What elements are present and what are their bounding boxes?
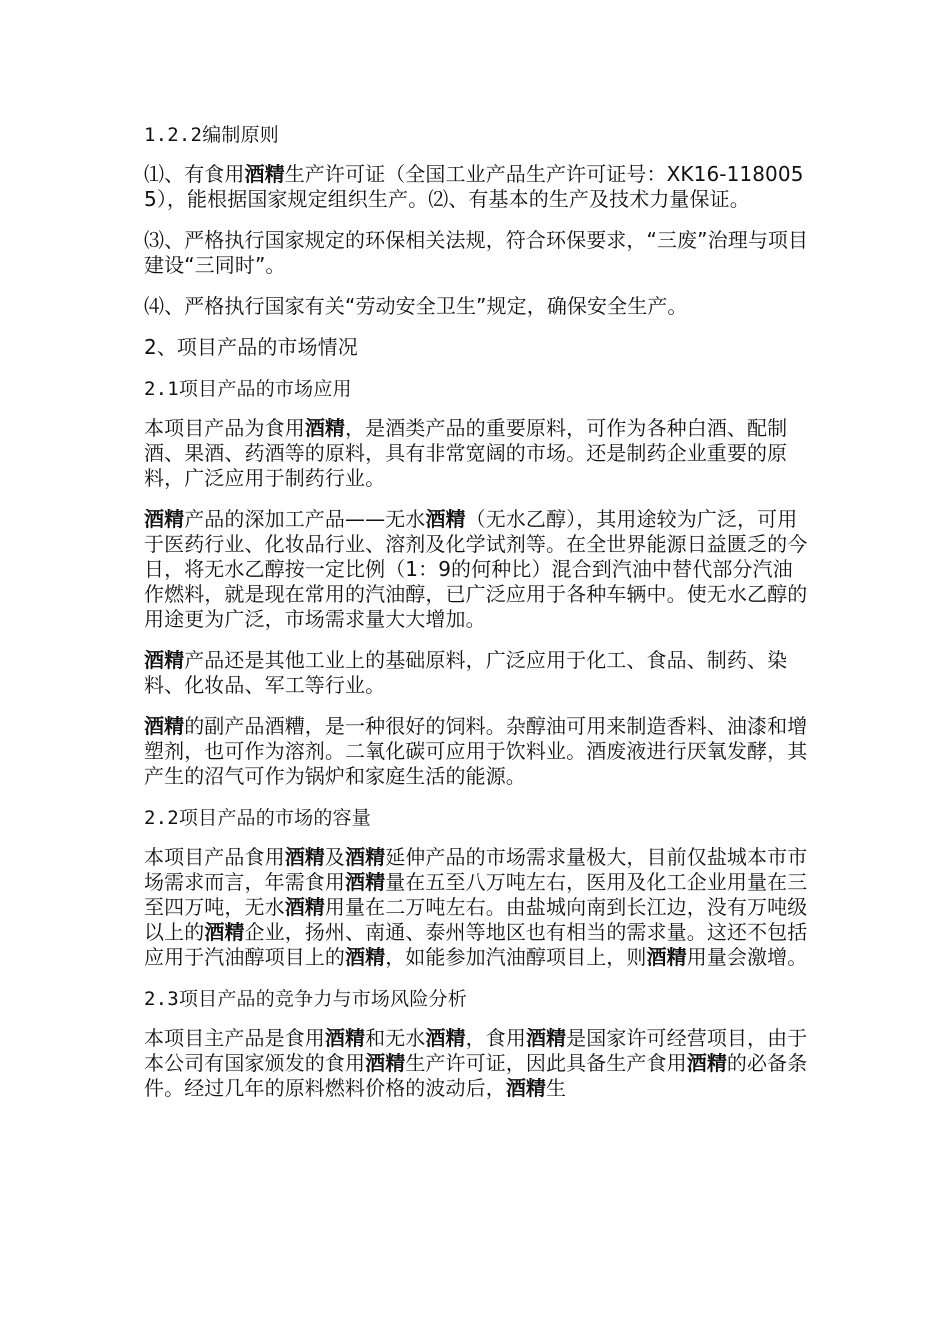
bold-term: 酒精 xyxy=(505,1076,547,1100)
paragraph: 酒精产品还是其他工业上的基础原料，广泛应用于化工、食品、制药、染料、化妆品、军工等行业。 xyxy=(144,648,788,697)
paragraph: ⑷、严格执行国家有关“劳动安全卫生”规定，确保安全生产。 xyxy=(144,294,688,318)
section-heading: 2.3项目产品的竞争力与市场风险分析 xyxy=(144,988,467,1010)
bold-term: 酒精 xyxy=(525,1026,567,1050)
paragraph: 酒精的副产品酒糟，是一种很好的饲料。杂醇油可用来制造香料、油漆和增塑剂，也可作为溶剂。二氧化碳可应用于饮料业。酒废液进行厌氧发酵，其产生的沼气可作为锅炉和家庭生活的能源。 xyxy=(144,714,808,788)
bold-term: 酒精 xyxy=(144,648,185,672)
bold-term: 酒精 xyxy=(284,895,325,919)
section-heading: 1.2.2编制原则 xyxy=(144,124,279,146)
paragraph: 本项目主产品是食用酒精和无水酒精，食用酒精是国家许可经营项目，由于本公司有国家颁发的食用酒精生产许可证，因此具备生产食用酒精的必备条件。经过几年的原料燃料价格的波动后，酒精生 xyxy=(144,1026,808,1100)
bold-term: 酒精 xyxy=(686,1051,727,1075)
paragraph: 2、项目产品的市场情况 xyxy=(144,335,358,359)
paragraph: ⑶、严格执行国家规定的环保相关法规，符合环保要求，“三废”治理与项目建设“三同时”。 xyxy=(144,228,809,277)
bold-term: 酒精 xyxy=(244,162,285,186)
section-heading: 2.2项目产品的市场的容量 xyxy=(144,807,371,829)
document-page xyxy=(144,122,809,1117)
paragraph: 酒精产品的深加工产品——无水酒精（无水乙醇），其用途较为广泛，可用于医药行业、化妆品行业、溶剂及化学试剂等。在全世界能源日益匮乏的今日，将无水乙醇按一定比例（1：9的何种比）混合到汽油中替代部分汽油作燃料，就是现在常用的汽油醇，已广泛应用于各种车辆中。使无水乙醇的用途更为广泛，市场需求量大大增加。 xyxy=(144,507,808,631)
bold-term: 酒精 xyxy=(425,1026,466,1050)
bold-term: 酒精 xyxy=(365,1051,406,1075)
bold-term: 酒精 xyxy=(284,845,325,869)
paragraph: 本项目产品为食用酒精，是酒类产品的重要原料，可作为各种白酒、配制酒、果酒、药酒等的原料，具有非常宽阔的市场。还是制药企业重要的原料，广泛应用于制药行业。 xyxy=(144,416,788,490)
bold-term: 酒精 xyxy=(144,507,185,531)
section-heading: 2.1项目产品的市场应用 xyxy=(144,378,352,400)
bold-term: 酒精 xyxy=(144,714,185,738)
paragraph: ⑴、有食用酒精生产许可证（全国工业产品生产许可证号：XK16-1180055），能根据国家规定组织生产。⑵、有基本的生产及技术力量保证。 xyxy=(144,162,804,211)
bold-term: 酒精 xyxy=(304,416,346,440)
bold-term: 酒精 xyxy=(345,945,386,969)
bold-term: 酒精 xyxy=(646,945,687,969)
paragraph: 本项目产品食用酒精及酒精延伸产品的市场需求量极大，目前仅盐城本市市场需求而言，年需食用酒精量在五至八万吨左右，医用及化工企业用量在三至四万吨，无水酒精用量在二万吨左右。由盐城向南到长江边，没有万吨级以上的酒精企业，扬州、南通、泰州等地区也有相当的需求量。这还不包括应用于汽油醇项目上的酒精，如能参加汽油醇项目上，则酒精用量会激增。 xyxy=(144,845,808,969)
bold-term: 酒精 xyxy=(425,507,466,531)
bold-term: 酒精 xyxy=(324,1026,366,1050)
bold-term: 酒精 xyxy=(345,870,386,894)
bold-term: 酒精 xyxy=(345,845,386,869)
bold-term: 酒精 xyxy=(204,920,245,944)
